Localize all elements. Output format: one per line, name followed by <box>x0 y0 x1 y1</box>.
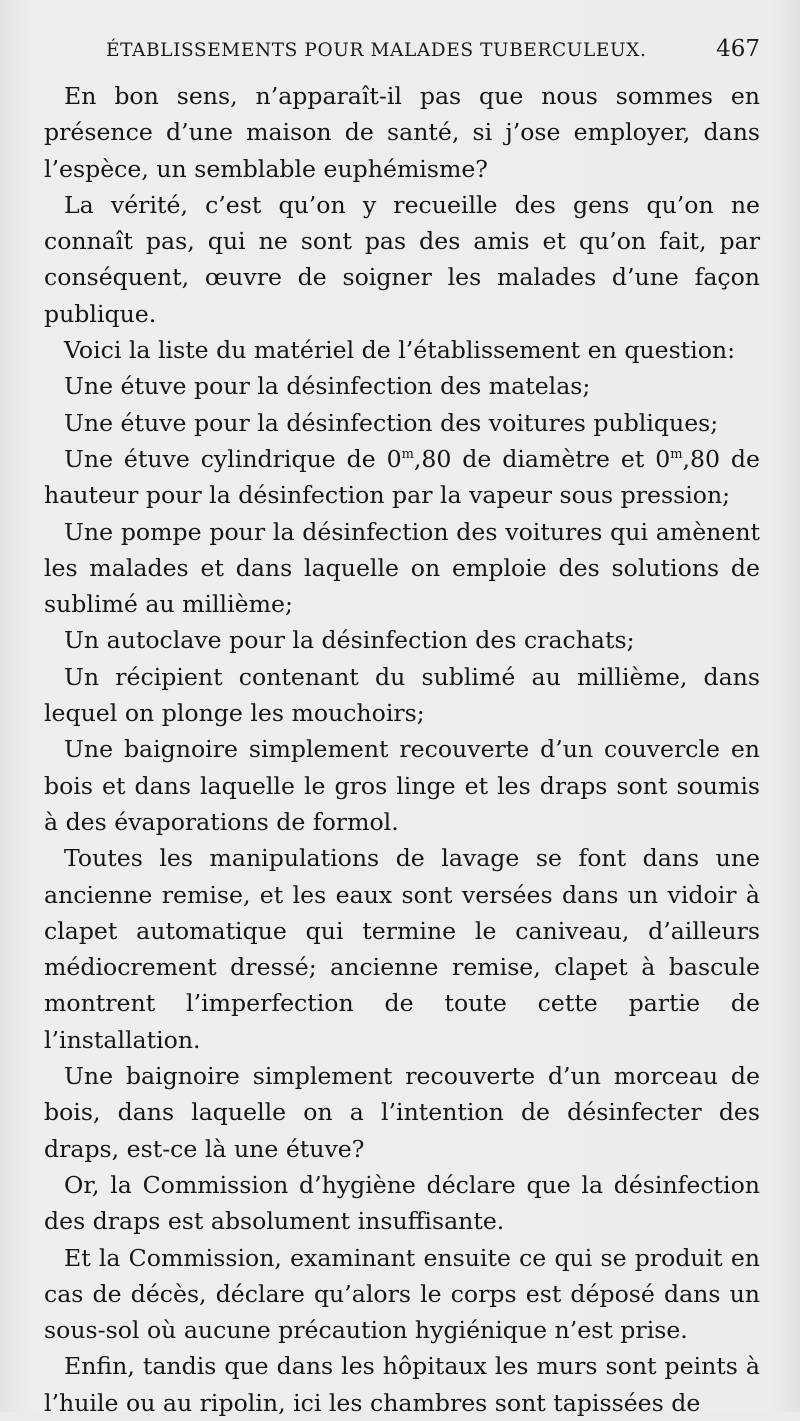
paragraph: Une baignoire simplement recouverte d’un couvercle en bois et dans laquelle le gros linge et les draps sont soumis à des évaporations de formol. <box>44 735 760 836</box>
paragraph: Et la Commission, examinant ensuite ce qui se produit en cas de décès, déclare qu’alors le corps est déposé dans un sous-sol où aucune précaution hygiénique n’est prise. <box>44 1243 760 1345</box>
paragraph: Une étuve pour la désinfection des matelas; <box>64 372 591 401</box>
paragraph: Un autoclave pour la désinfection des crachats; <box>64 626 635 655</box>
paragraph: Une étuve pour la désinfection des voitures publiques; <box>64 408 719 437</box>
paragraph: La vérité, c’est qu’on y recueille des gens qu’on ne connaît pas, qui ne sont pas des amis et qu’on fait, par conséquent, œuvre de soigner les malades d’une façon publique. <box>44 190 760 328</box>
running-head <box>44 36 760 74</box>
paragraph: Voici la liste du matériel de l’établissement en question: <box>64 336 736 365</box>
paragraph: Toutes les manipulations de lavage se font dans une ancienne remise, et les eaux sont versées dans un vidoir à clapet automatique qui termine le caniveau, d’ailleurs médiocrement dressé; ancienne remise, clapet à bascule montrent l’imperfection de toute cette partie de l’installation. <box>44 844 760 1054</box>
running-title: ÉTABLISSEMENTS POUR MALADES TUBERCULEUX. <box>106 40 647 61</box>
page-number: 467 <box>716 36 760 62</box>
paragraph: Une étuve cylindrique de 0$^m$,80 de diamètre et 0$^m$,80 de hauteur pour la désinfection par la vapeur sous pression; <box>44 444 760 510</box>
paragraph: Une baignoire simplement recouverte d’un morceau de bois, dans laquelle on a l’intention de désinfecter des draps, est-ce là une étuve? <box>44 1062 760 1163</box>
paragraph: En bon sens, n’apparaît-il pas que nous sommes en présence d’une maison de santé, si j’ose employer, dans l’espèce, un semblable euphémisme? <box>44 82 760 183</box>
body-text <box>44 78 760 1421</box>
paragraph: Un récipient contenant du sublimé au millième, dans lequel on plonge les mouchoirs; <box>44 662 760 728</box>
paragraph: Or, la Commission d’hygiène déclare que la désinfection des draps est absolument insuffisante. <box>44 1170 760 1236</box>
paragraph: Une pompe pour la désinfection des voitures qui amènent les malades et dans laquelle on emploie des solutions de sublimé au millième; <box>44 517 760 619</box>
paragraph: Enfin, tandis que dans les hôpitaux les murs sont peints à l’huile ou au ripolin, ici les chambres sont tapissées de <box>44 1352 760 1417</box>
